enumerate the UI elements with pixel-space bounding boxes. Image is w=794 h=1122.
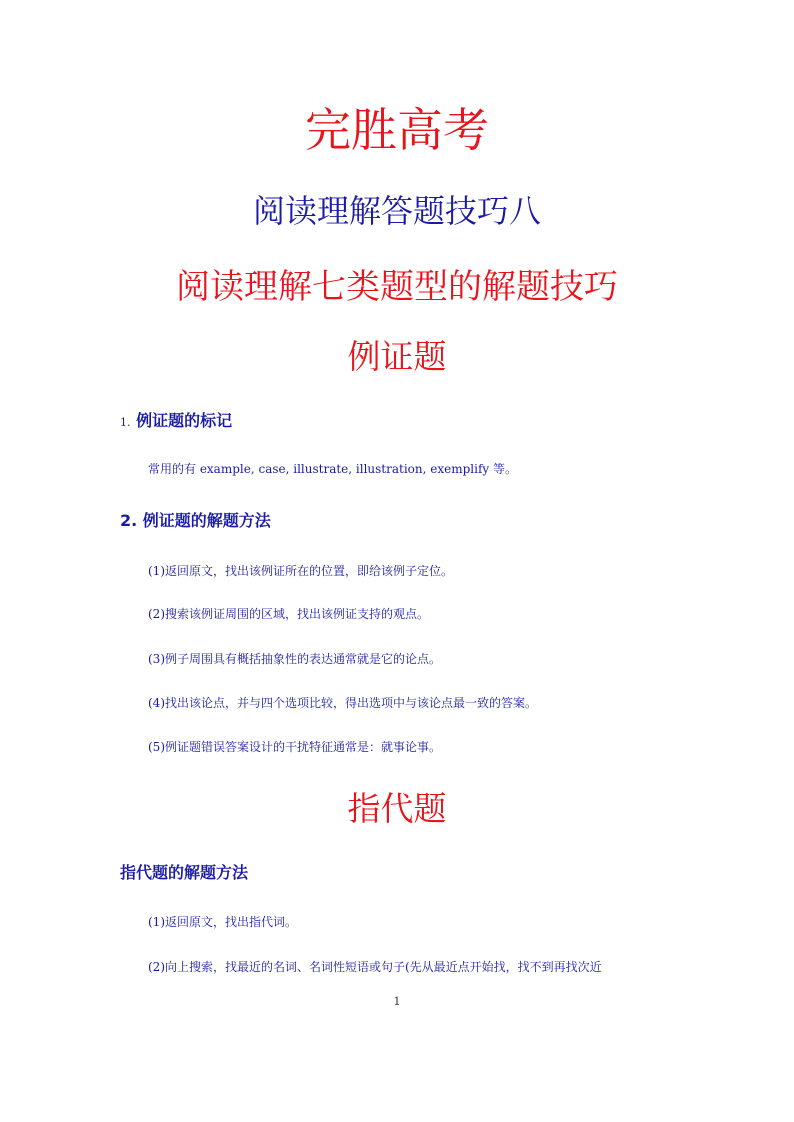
- method-step: (3)例子周围具有概括抽象性的表达通常就是它的论点。: [148, 652, 442, 666]
- method-step: (5)例证题错误答案设计的干扰特征通常是：就事论事。: [148, 740, 442, 754]
- section-title-example: 例证题: [347, 337, 447, 376]
- markers-body: 常用的有 example, case, illustrate, illustration, exemplify 等。: [148, 462, 517, 476]
- reference-step: (1)返回原文，找出指代词。: [148, 915, 297, 929]
- section-title-reference: 指代题: [347, 789, 447, 828]
- method-step: (1)返回原文，找出该例证所在的位置，即给该例子定位。: [148, 564, 454, 578]
- reference-step: (2)向上搜索，找最近的名词、名词性短语或句子(先从最近点开始找，找不到再找次近: [148, 960, 602, 974]
- document-subtitle: 阅读理解答题技巧八: [252, 192, 541, 230]
- section-heading-reference-method: 指代题的解题方法: [120, 863, 249, 882]
- page-number: 1: [393, 995, 401, 1008]
- section-heading-method: 2. 例证题的解题方法: [120, 511, 271, 530]
- document-title: 完胜高考: [305, 103, 489, 157]
- method-step: (4)找出该论点，并与四个选项比较，得出选项中与该论点最一致的答案。: [148, 696, 538, 710]
- heading-number: 1.: [120, 416, 131, 429]
- method-step: (2)搜索该例证周围的区域，找出该例证支持的观点。: [148, 607, 430, 621]
- document-subtitle-2: 阅读理解七类题型的解题技巧: [176, 267, 618, 307]
- section-heading-markers: [120, 410, 232, 434]
- heading-text: 例证题的标记: [136, 411, 233, 430]
